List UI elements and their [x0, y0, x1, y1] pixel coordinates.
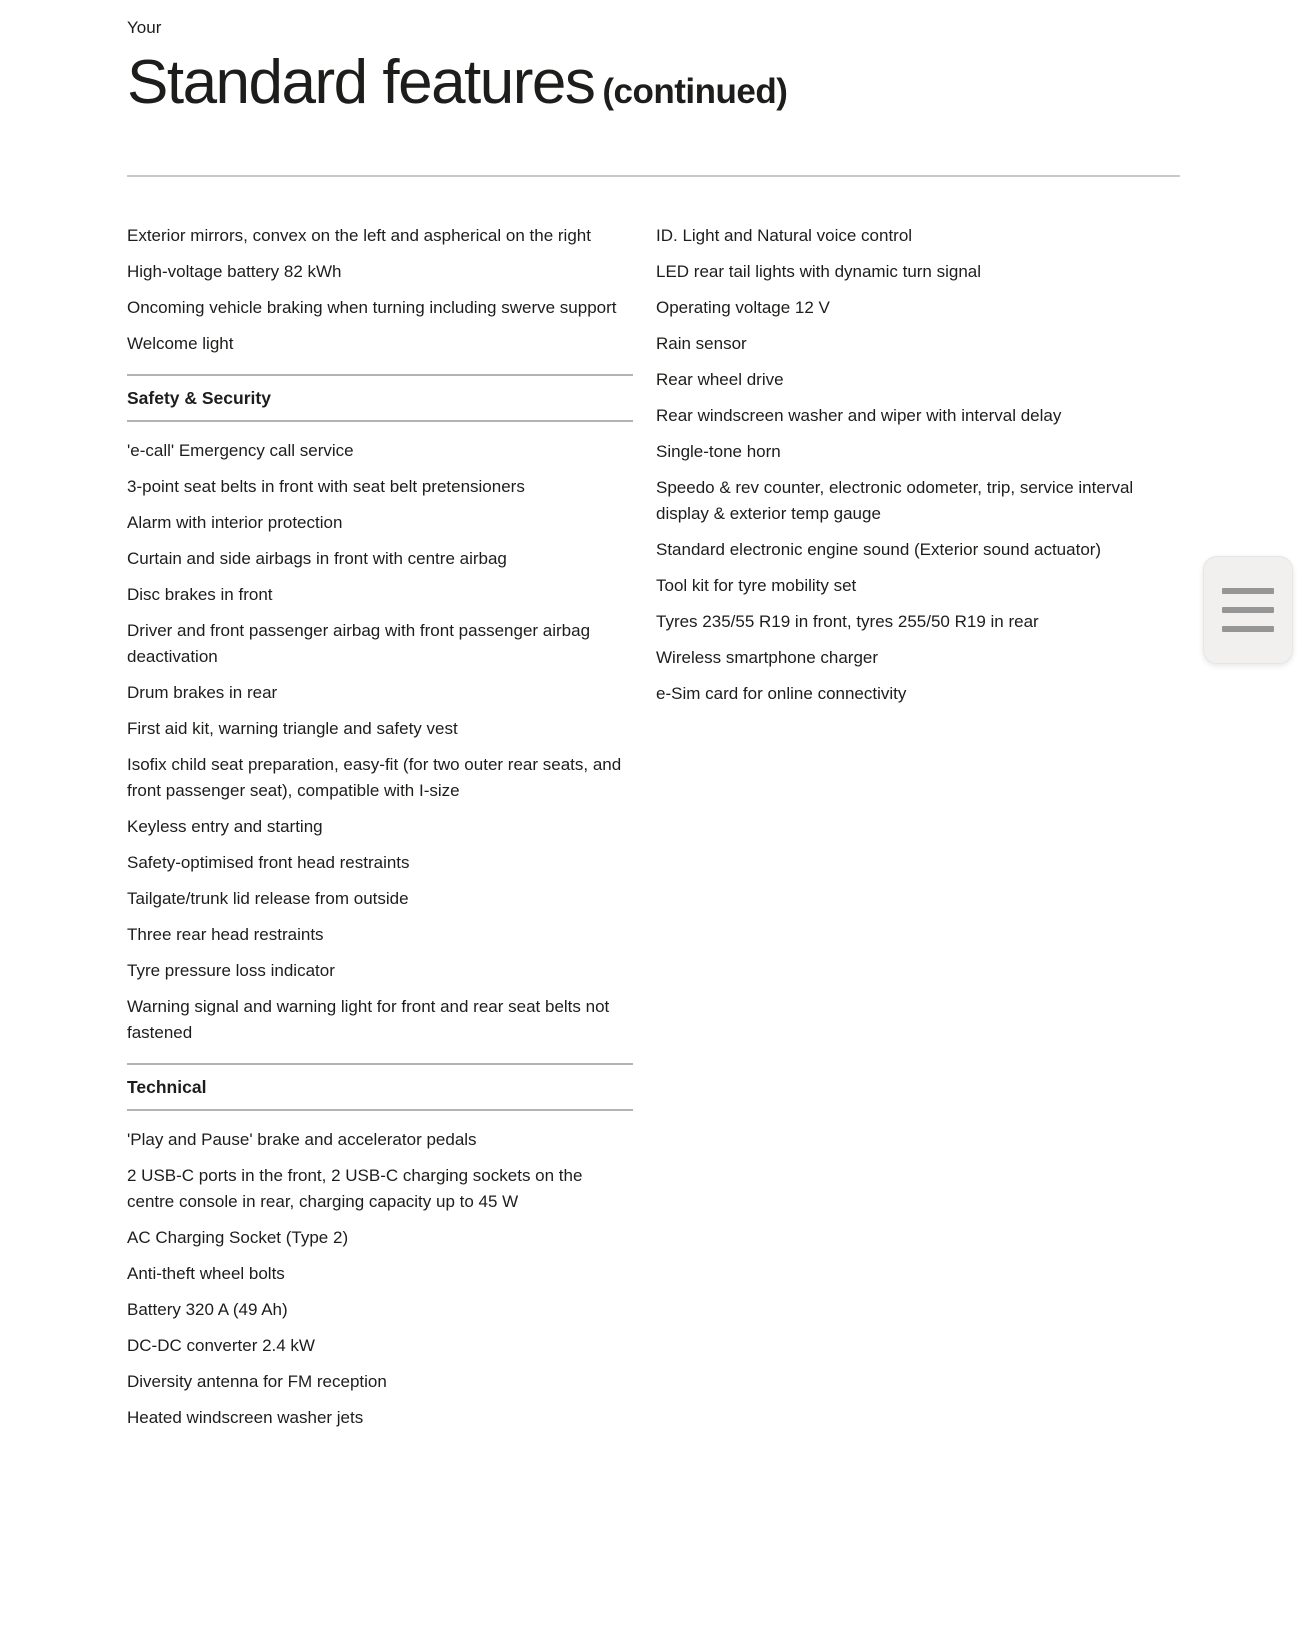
- feature-item: Anti-theft wheel bolts: [127, 1264, 285, 1283]
- feature-item: DC-DC converter 2.4 kW: [127, 1336, 315, 1355]
- features-columns: [127, 223, 1180, 1441]
- page-kicker: Your: [127, 18, 162, 37]
- feature-item: Disc brakes in front: [127, 585, 273, 604]
- hamburger-bar: [1222, 626, 1274, 632]
- section-heading: Technical: [127, 1063, 633, 1111]
- hamburger-icon: [1222, 588, 1274, 632]
- feature-item: Operating voltage 12 V: [656, 298, 830, 317]
- feature-item: Safety-optimised front head restraints: [127, 853, 410, 872]
- feature-item: Warning signal and warning light for front and rear seat belts not fastened: [127, 997, 610, 1042]
- feature-item: Rain sensor: [656, 334, 747, 353]
- feature-item: Keyless entry and starting: [127, 817, 323, 836]
- feature-item: Battery 320 A (49 Ah): [127, 1300, 288, 1319]
- features-column-right: [656, 223, 1162, 1441]
- feature-item: First aid kit, warning triangle and safety vest: [127, 719, 458, 738]
- feature-item: 3-point seat belts in front with seat belt pretensioners: [127, 477, 525, 496]
- feature-item: AC Charging Socket (Type 2): [127, 1228, 349, 1247]
- feature-item: Isofix child seat preparation, easy-fit (for two outer rear seats, and front passenger seat), compatible with I-size: [127, 755, 622, 800]
- page-title-main: Standard features: [127, 48, 595, 117]
- page-title-continued: (continued): [602, 72, 788, 111]
- feature-item: 'e-call' Emergency call service: [127, 441, 354, 460]
- feature-item: Tyres 235/55 R19 in front, tyres 255/50 R19 in rear: [656, 612, 1039, 631]
- feature-item: 2 USB-C ports in the front, 2 USB-C charging sockets on the centre console in rear, charging capacity up to 45 W: [127, 1166, 583, 1211]
- feature-item: 'Play and Pause' brake and accelerator pedals: [127, 1130, 477, 1149]
- feature-item: Three rear head restraints: [127, 925, 324, 944]
- title-divider: [127, 175, 1180, 177]
- feature-item: Exterior mirrors, convex on the left and aspherical on the right: [127, 226, 591, 245]
- feature-item: ID. Light and Natural voice control: [656, 226, 913, 245]
- feature-item: Heated windscreen washer jets: [127, 1408, 364, 1427]
- feature-item: Alarm with interior protection: [127, 513, 343, 532]
- feature-item: Drum brakes in rear: [127, 683, 278, 702]
- feature-item: Tool kit for tyre mobility set: [656, 576, 857, 595]
- feature-item: Standard electronic engine sound (Exterior sound actuator): [656, 540, 1102, 559]
- feature-item: LED rear tail lights with dynamic turn signal: [656, 262, 982, 281]
- page-content: [127, 0, 1180, 1441]
- feature-item: Tailgate/trunk lid release from outside: [127, 889, 409, 908]
- feature-item: Curtain and side airbags in front with centre airbag: [127, 549, 507, 568]
- hamburger-bar: [1222, 588, 1274, 594]
- page-title: [127, 48, 1180, 127]
- feature-item: Oncoming vehicle braking when turning including swerve support: [127, 298, 617, 317]
- feature-item: High-voltage battery 82 kWh: [127, 262, 342, 281]
- feature-item: Speedo & rev counter, electronic odometer, trip, service interval display & exterior temp gauge: [656, 478, 1134, 523]
- section-heading: Safety & Security: [127, 374, 633, 422]
- menu-button[interactable]: [1203, 556, 1293, 664]
- feature-item: Rear wheel drive: [656, 370, 784, 389]
- feature-item: e-Sim card for online connectivity: [656, 684, 907, 703]
- feature-item: Single-tone horn: [656, 442, 781, 461]
- hamburger-bar: [1222, 607, 1274, 613]
- feature-item: Rear windscreen washer and wiper with interval delay: [656, 406, 1062, 425]
- feature-item: Driver and front passenger airbag with front passenger airbag deactivation: [127, 621, 591, 666]
- feature-item: Diversity antenna for FM reception: [127, 1372, 387, 1391]
- feature-item: Wireless smartphone charger: [656, 648, 879, 667]
- features-column-left: [127, 223, 633, 1441]
- feature-item: Welcome light: [127, 334, 234, 353]
- feature-item: Tyre pressure loss indicator: [127, 961, 335, 980]
